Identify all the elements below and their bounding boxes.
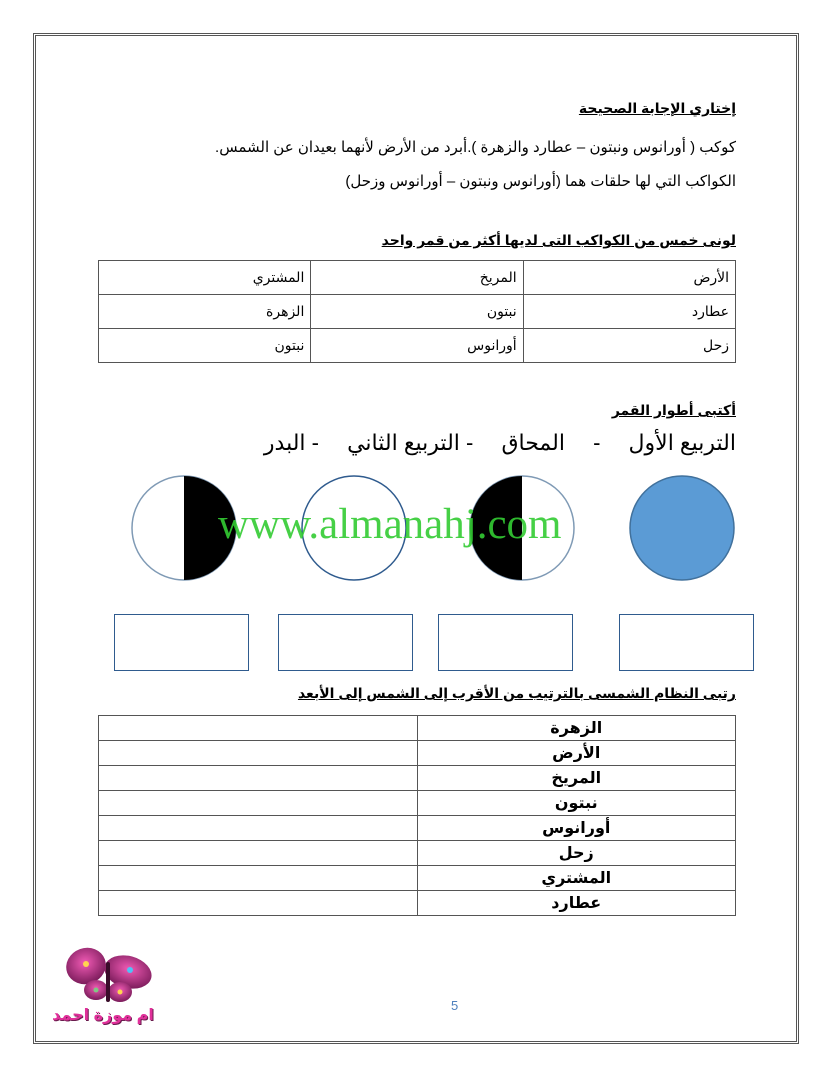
answer-box[interactable] [438,614,573,671]
full-moon-icon [628,474,736,582]
answer-cell[interactable] [99,791,418,816]
planet-cell: عطارد [417,891,736,916]
table-cell: عطارد [523,295,735,329]
planet-cell: أورانوس [417,816,736,841]
answer-cell[interactable] [99,816,418,841]
table-cell: الزهرة [99,295,311,329]
table-row [99,841,736,866]
planet-cell: الأرض [417,741,736,766]
planet-cell: المريخ [417,766,736,791]
phase-label: المحاق [501,430,565,455]
moons-table [98,260,736,363]
question-line-2: الكواكب التي لها حلقات هما (أورانوس ونبتون – أورانوس وزحل) [345,173,736,190]
table-row [99,741,736,766]
table-cell: المشتري [99,261,311,295]
moon-phases-line [264,430,736,456]
watermark-text: www.almanahj.com [218,501,562,548]
table-row [99,716,736,741]
phase-label: التربيع الأول [628,430,736,455]
section2-heading: لونى خمس من الكواكب التى لديها أكثر من قمر واحد [381,232,736,248]
table-cell: زحل [523,329,735,363]
answer-box[interactable] [619,614,754,671]
planet-cell: نبتون [417,791,736,816]
table-row [99,261,736,295]
table-cell: نبتون [99,329,311,363]
answer-cell[interactable] [99,766,418,791]
planet-cell: زحل [417,841,736,866]
section3-heading: أكتبى أطوار القمر [611,402,736,418]
planet-cell: المشتري [417,866,736,891]
table-row [99,791,736,816]
logo-text: ام موزة احمد [52,1007,154,1024]
table-row [99,295,736,329]
planet-order-table [98,715,736,916]
table-cell: نبتون [311,295,523,329]
phase-label: - التربيع الثاني [347,430,474,455]
table-row [99,329,736,363]
table-cell: المريخ [311,261,523,295]
table-cell: الأرض [523,261,735,295]
answer-box[interactable] [278,614,413,671]
question-line-1: كوكب ( أورانوس ونبتون – عطارد والزهرة ).أبرد من الأرض لأنهما بعيدان عن الشمس. [215,139,736,156]
table-row [99,866,736,891]
section1-heading: إختاري الإجابة الصحيحة [578,100,736,116]
table-cell: أورانوس [311,329,523,363]
phase-separator: - [593,430,601,455]
answer-box[interactable] [114,614,249,671]
page-number: 5 [451,998,459,1013]
planet-cell: الزهرة [417,716,736,741]
table-row [99,891,736,916]
answer-cell[interactable] [99,891,418,916]
table-row [99,816,736,841]
table-row [99,766,736,791]
section4-heading: رتبى النظام الشمسى بالترتيب من الأقرب إلى الشمس إلى الأبعد [297,685,736,701]
answer-cell[interactable] [99,866,418,891]
answer-cell[interactable] [99,841,418,866]
answer-cell[interactable] [99,716,418,741]
answer-cell[interactable] [99,741,418,766]
phase-label: - البدر [263,430,319,455]
